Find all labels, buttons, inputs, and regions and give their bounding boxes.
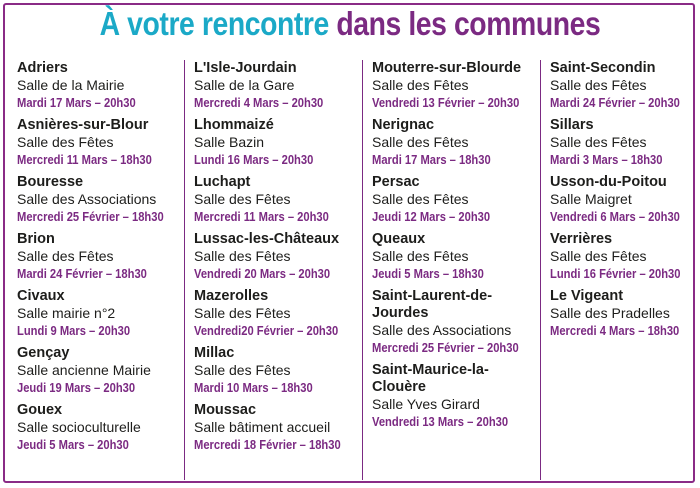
commune-name: Gouex bbox=[17, 402, 63, 418]
commune-name: Sillars bbox=[550, 117, 594, 133]
venue-name: Salle Bazin bbox=[194, 134, 265, 150]
meeting-date: Mercredi 18 Février – 18h30 bbox=[194, 437, 341, 452]
commune-entry bbox=[194, 174, 364, 226]
meeting-date: Lundi 9 Mars – 20h30 bbox=[17, 323, 131, 338]
commune-name: Bouresse bbox=[17, 174, 84, 190]
venue-name: Salle de la Gare bbox=[194, 77, 295, 93]
commune-entry bbox=[372, 362, 542, 431]
venue-name: Salle mairie n°2 bbox=[17, 305, 116, 321]
commune-entry bbox=[550, 117, 700, 169]
commune-name: Queaux bbox=[372, 231, 426, 247]
commune-name: Asnières-sur-Blour bbox=[17, 117, 149, 133]
commune-entry bbox=[550, 231, 700, 283]
commune-name: Mazerolles bbox=[194, 288, 269, 304]
venue-name: Salle de la Mairie bbox=[17, 77, 125, 93]
venue-name: Salle des Fêtes bbox=[17, 134, 114, 150]
commune-column-2 bbox=[184, 60, 364, 480]
commune-entry bbox=[550, 174, 700, 226]
meeting-date: Mardi 17 Mars – 18h30 bbox=[372, 152, 491, 167]
venue-name: Salle des Fêtes bbox=[372, 77, 469, 93]
commune-name: Moussac bbox=[194, 402, 257, 418]
venue-name: Salle des Associations bbox=[17, 191, 157, 207]
venue-name: Salle des Associations bbox=[372, 322, 512, 338]
commune-entry bbox=[194, 231, 364, 283]
meeting-date: Jeudi 12 Mars – 20h30 bbox=[372, 209, 491, 224]
commune-entry bbox=[17, 60, 177, 112]
commune-name: Saint-Laurent-de- Jourdes bbox=[372, 288, 493, 321]
commune-entry bbox=[372, 60, 542, 112]
meeting-date: Mercredi 11 Mars – 20h30 bbox=[194, 209, 329, 224]
commune-entry bbox=[372, 174, 542, 226]
commune-entry bbox=[550, 60, 700, 112]
commune-name: Saint-Maurice-la- Clouère bbox=[372, 362, 489, 395]
meeting-date: Jeudi 5 Mars – 20h30 bbox=[17, 437, 129, 452]
commune-entry bbox=[550, 288, 700, 340]
venue-name: Salle des Fêtes bbox=[17, 248, 114, 264]
meeting-date: Mardi 24 Février – 18h30 bbox=[17, 266, 147, 281]
meeting-date: Vendredi 6 Mars – 20h30 bbox=[550, 209, 680, 224]
commune-entry bbox=[372, 231, 542, 283]
commune-name: Mouterre-sur-Blourde bbox=[372, 60, 522, 76]
venue-name: Salle des Fêtes bbox=[372, 191, 469, 207]
venue-name: Salle des Fêtes bbox=[194, 362, 291, 378]
commune-name: Verrières bbox=[550, 231, 613, 247]
commune-entry bbox=[194, 60, 364, 112]
venue-name: Salle socioculturelle bbox=[17, 419, 141, 435]
meeting-date: Mercredi 4 Mars – 20h30 bbox=[194, 95, 324, 110]
meeting-date: Vendredi 13 Février – 20h30 bbox=[372, 95, 520, 110]
commune-entry bbox=[194, 117, 364, 169]
commune-column-3 bbox=[362, 60, 542, 480]
venue-name: Salle des Fêtes bbox=[194, 248, 291, 264]
commune-entry bbox=[17, 402, 177, 454]
meeting-date: Mardi 24 Février – 20h30 bbox=[550, 95, 680, 110]
commune-name: L'Isle-Jourdain bbox=[194, 60, 297, 76]
commune-name: Luchapt bbox=[194, 174, 251, 190]
meeting-date: Mardi 10 Mars – 18h30 bbox=[194, 380, 313, 395]
meeting-date: Jeudi 5 Mars – 18h30 bbox=[372, 266, 484, 281]
venue-name: Salle des Fêtes bbox=[194, 191, 291, 207]
venue-name: Salle des Fêtes bbox=[194, 305, 291, 321]
commune-entry bbox=[372, 288, 542, 357]
title-part-2: dans les communes bbox=[336, 5, 601, 42]
meeting-date: Mardi 3 Mars – 18h30 bbox=[550, 152, 663, 167]
venue-name: Salle des Fêtes bbox=[550, 248, 647, 264]
commune-name: Brion bbox=[17, 231, 55, 247]
title-part-1: À votre rencontre bbox=[99, 5, 329, 42]
commune-name: Gençay bbox=[17, 345, 70, 361]
commune-column-1 bbox=[17, 60, 177, 480]
meeting-date: Vendredi20 Février – 20h30 bbox=[194, 323, 339, 338]
commune-column-4 bbox=[540, 60, 700, 480]
commune-name: Persac bbox=[372, 174, 420, 190]
commune-name: Lussac-les-Châteaux bbox=[194, 231, 340, 247]
venue-name: Salle des Fêtes bbox=[372, 134, 469, 150]
meeting-date: Mercredi 25 Février – 20h30 bbox=[372, 340, 519, 355]
commune-name: Millac bbox=[194, 345, 235, 361]
venue-name: Salle ancienne Mairie bbox=[17, 362, 151, 378]
meeting-date: Mercredi 25 Février – 18h30 bbox=[17, 209, 164, 224]
commune-name: Le Vigeant bbox=[550, 288, 624, 304]
commune-entry bbox=[194, 345, 364, 397]
commune-name: Lhommaizé bbox=[194, 117, 274, 133]
commune-name: Saint-Secondin bbox=[550, 60, 656, 76]
venue-name: Salle des Fêtes bbox=[372, 248, 469, 264]
commune-name: Adriers bbox=[17, 60, 68, 76]
meeting-date: Lundi 16 Mars – 20h30 bbox=[194, 152, 314, 167]
commune-entry bbox=[17, 345, 177, 397]
commune-entry bbox=[372, 117, 542, 169]
meeting-date: Vendredi 20 Mars – 20h30 bbox=[194, 266, 331, 281]
commune-name: Usson-du-Poitou bbox=[550, 174, 667, 190]
meeting-date: Mardi 17 Mars – 20h30 bbox=[17, 95, 136, 110]
commune-entry bbox=[194, 288, 364, 340]
meeting-date: Mercredi 4 Mars – 18h30 bbox=[550, 323, 680, 338]
page-title bbox=[49, 4, 651, 44]
venue-name: Salle des Fêtes bbox=[550, 134, 647, 150]
meeting-date: Lundi 16 Février – 20h30 bbox=[550, 266, 681, 281]
meeting-date: Jeudi 19 Mars – 20h30 bbox=[17, 380, 136, 395]
commune-entry bbox=[194, 402, 364, 454]
venue-name: Salle Maigret bbox=[550, 191, 632, 207]
commune-entry bbox=[17, 288, 177, 340]
venue-name: Salle des Pradelles bbox=[550, 305, 670, 321]
commune-name: Nerignac bbox=[372, 117, 435, 133]
venue-name: Salle bâtiment accueil bbox=[194, 419, 331, 435]
meeting-date: Mercredi 11 Mars – 18h30 bbox=[17, 152, 152, 167]
venue-name: Salle Yves Girard bbox=[372, 396, 480, 412]
commune-entry bbox=[17, 231, 177, 283]
meeting-date: Vendredi 13 Mars – 20h30 bbox=[372, 414, 509, 429]
commune-entry bbox=[17, 117, 177, 169]
commune-entry bbox=[17, 174, 177, 226]
commune-name: Civaux bbox=[17, 288, 65, 304]
venue-name: Salle des Fêtes bbox=[550, 77, 647, 93]
